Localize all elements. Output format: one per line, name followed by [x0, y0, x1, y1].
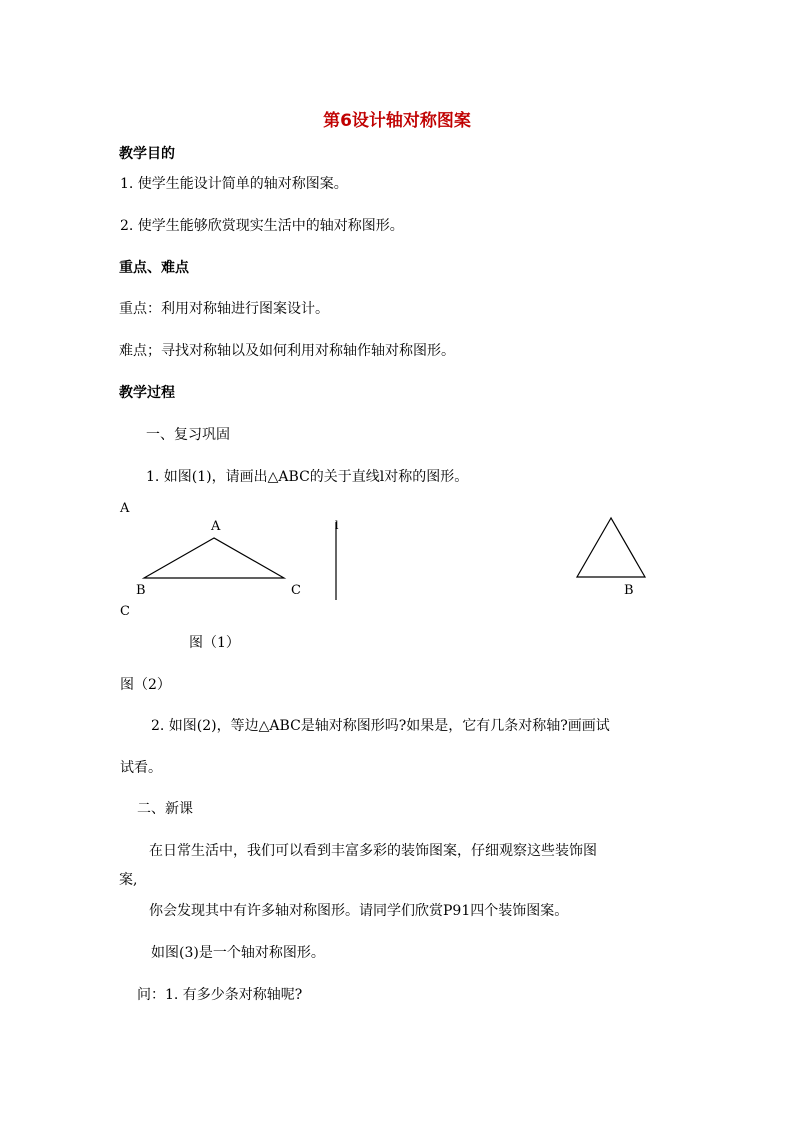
question-count-axes: 问：1. 有多少条对称轴呢? [137, 987, 303, 1003]
paragraph-1-line-2: 案, [119, 872, 138, 888]
section-new-lesson: 二、新课 [137, 801, 193, 817]
process-heading: 教学过程 [119, 385, 175, 401]
focus-text: 重点：利用对称轴进行图案设计。 [119, 301, 329, 317]
paragraph-3: 如图(3)是一个轴对称图形。 [151, 945, 325, 961]
figure-1-caption: 图（1） [189, 635, 240, 651]
label-vertex-b: B [136, 583, 146, 598]
triangle-abc-fig1 [144, 538, 284, 578]
goal-item-1: 1. 使学生能设计简单的轴对称图案。 [120, 176, 348, 192]
difficulty-text: 难点；寻找对称轴以及如何利用对称轴作轴对称图形。 [119, 343, 455, 359]
goal-item-2: 2. 使学生能够欣赏现实生活中的轴对称图形。 [120, 218, 404, 234]
stray-label-a: A [120, 501, 130, 516]
paragraph-2: 你会发现其中有许多轴对称图形。请同学们欣赏P91四个装饰图案。 [149, 903, 569, 919]
paragraph-1-line-1: 在日常生活中，我们可以看到丰富多彩的装饰图案，仔细观察这些装饰图 [149, 843, 597, 859]
section-review: 一、复习巩固 [146, 427, 230, 443]
label-line-l: l [335, 519, 339, 532]
goals-heading: 教学目的 [119, 146, 175, 162]
question-1: 1. 如图(1)，请画出△ABC的关于直线l对称的图形。 [146, 469, 469, 485]
figure-2-caption: 图（2） [120, 677, 171, 693]
label-vertex-a: A [211, 519, 221, 534]
stray-label-c: C [120, 604, 130, 619]
key-points-heading: 重点、难点 [119, 260, 189, 276]
equilateral-triangle-fig2 [577, 518, 645, 577]
page-title: 第6设计轴对称图案 [323, 111, 471, 131]
label-vertex-b-fig2: B [624, 583, 634, 598]
question-2-line-1: 2. 如图(2)，等边△ABC是轴对称图形吗?如果是，它有几条对称轴?画画试 [151, 718, 610, 734]
label-vertex-c: C [291, 583, 301, 598]
question-2-line-2: 试看。 [120, 760, 162, 776]
